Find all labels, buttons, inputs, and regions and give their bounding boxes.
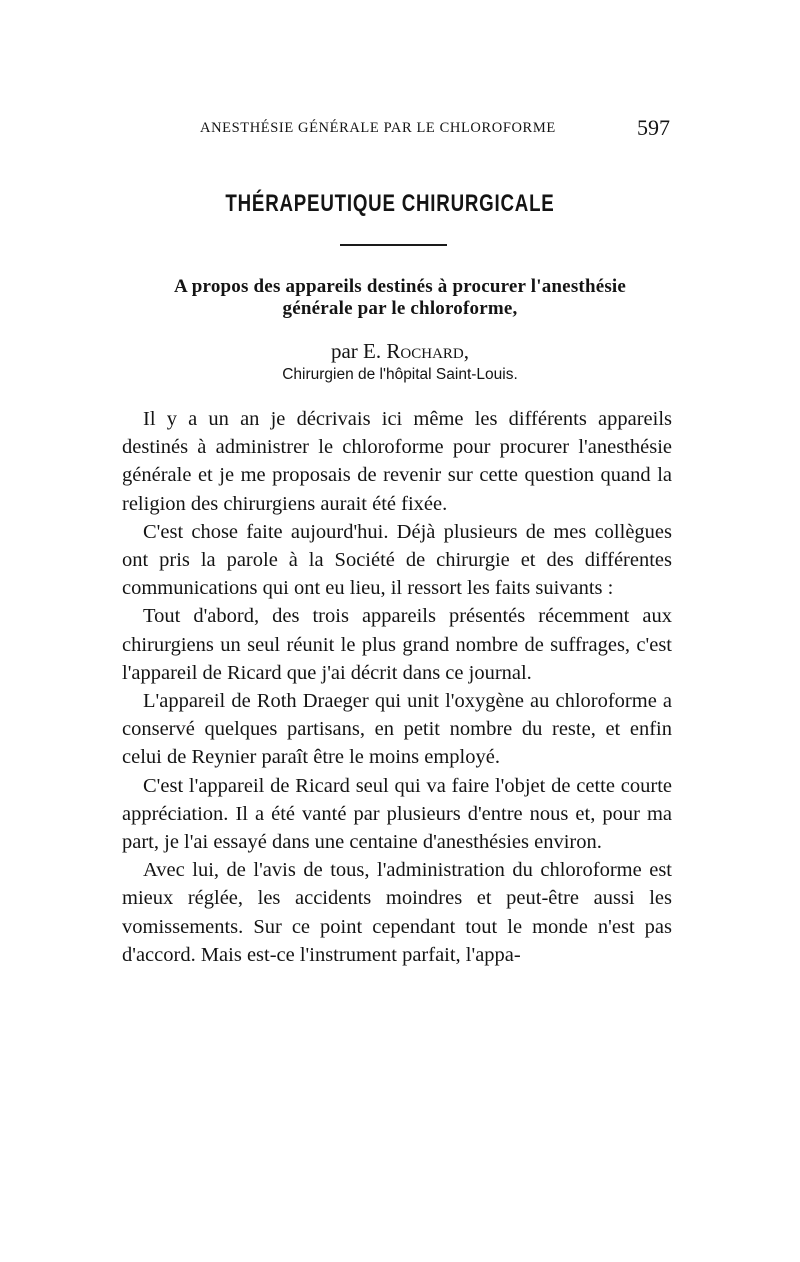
running-head: [200, 115, 670, 142]
author-name: Rochard,: [386, 339, 469, 363]
article-body: [122, 405, 672, 969]
running-title: ANESTHÉSIE GÉNÉRALE PAR LE CHLOROFORME: [200, 120, 556, 136]
paragraph: C'est chose faite aujourd'hui. Déjà plusieurs de mes collègues ont pris la parole à la Société de chirurgie et des différentes communications qui ont eu lieu, il ressort les faits suivants :: [122, 520, 672, 600]
paragraph: C'est l'appareil de Ricard seul qui va faire l'objet de cette courte appréciation. Il a été vanté par plusieurs d'entre nous et, pour ma part, je l'ai essayé dans une centaine d'anesthésies environ.: [122, 774, 672, 854]
section-title: THÉRAPEUTIQUE CHIRURGICALE: [225, 190, 555, 217]
article-title: [120, 276, 680, 320]
author-affiliation: Chirurgien de l'hôpital Saint-Louis.: [282, 366, 518, 383]
paragraph: Avec lui, de l'avis de tous, l'administration du chloroforme est mieux réglée, les accidents moindres et peut-être aussi les vomissements. Sur ce point cependant tout le monde n'est pas d'accord. Mais est-ce l'instrument parfait, l'appa-: [122, 859, 672, 966]
page-number: 597: [637, 115, 670, 140]
byline-prefix: par E.: [330, 339, 382, 363]
paragraph: Tout d'abord, des trois appareils présentés récemment aux chirurgiens un seul réunit le plus grand nombre de suffrages, c'est l'appareil de Ricard que j'ai décrit dans ce journal.: [122, 605, 672, 684]
paragraph: L'appareil de Roth Draeger qui unit l'oxygène au chloroforme a conservé quelques partisans, en petit nombre du reste, et enfin celui de Reynier paraît être le moins employé.: [122, 690, 672, 769]
title-divider: [340, 244, 447, 246]
byline: [0, 339, 800, 364]
article-title-line-2: générale par le chloroforme,: [282, 298, 518, 319]
article-title-line-1: A propos des appareils destinés à procurer l'anesthésie: [173, 276, 627, 297]
paragraph: Il y a un an je décrivais ici même les différents appareils destinés à administrer le chloroforme pour procurer l'anesthésie générale et je me proposais de revenir sur cette question quand la religion des chirurgiens aurait été fixée.: [122, 408, 672, 515]
